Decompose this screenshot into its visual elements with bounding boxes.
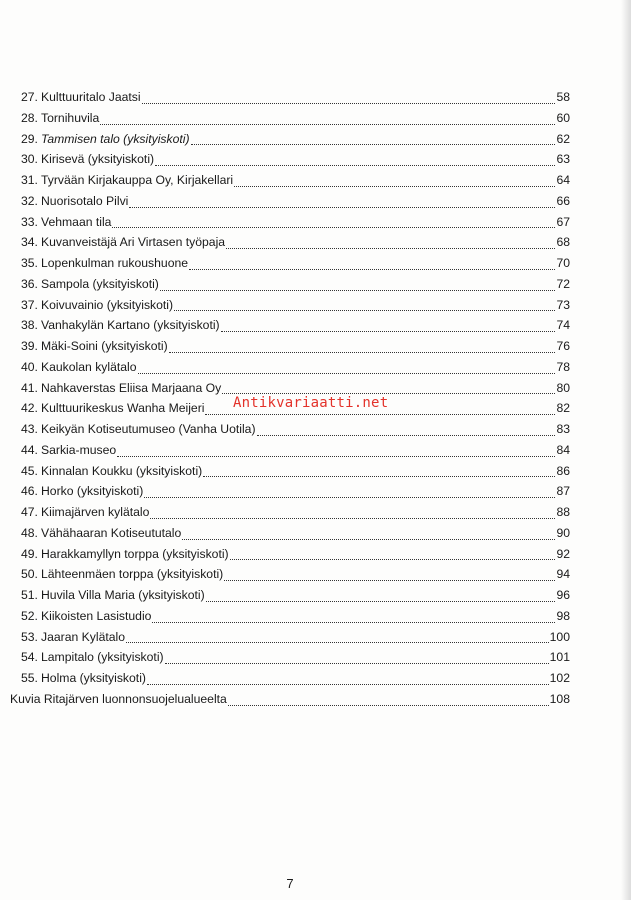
dot-leader — [203, 476, 555, 477]
toc-entry-page: 100 — [549, 629, 570, 644]
toc-entry-title: Kulttuurikeskus Wanha Meijeri — [41, 401, 205, 416]
dot-leader — [112, 227, 555, 228]
dot-leader — [144, 497, 555, 498]
toc-entry — [10, 87, 570, 108]
toc-entry-page: 73 — [556, 297, 570, 312]
toc-entry-title: Kirisevä (yksityiskoti) — [41, 152, 155, 167]
toc-entry-page: 92 — [556, 546, 570, 561]
toc-entry-title: Mäki-Soini (yksityiskoti) — [41, 339, 168, 353]
dot-leader — [234, 186, 555, 187]
toc-entry-page: 74 — [556, 318, 570, 333]
toc-entry-page: 96 — [556, 588, 570, 602]
toc-entry-number: 47. — [21, 505, 38, 519]
dot-leader — [165, 663, 549, 664]
toc-entry-number: 49. — [21, 546, 38, 561]
toc-entry-title: Kiikoisten Lasistudio — [41, 608, 152, 623]
toc-entry — [10, 232, 570, 253]
toc-entry-page: 87 — [556, 484, 570, 499]
toc-entry-title: Vähähaaran Kotiseututalo — [41, 525, 182, 540]
toc-entry-title: Kinnalan Koukku (yksityiskoti) — [41, 463, 203, 478]
toc-entry — [10, 212, 570, 233]
toc-entry-number: 51. — [21, 588, 38, 602]
toc-entry-number: 40. — [21, 359, 38, 374]
dot-leader — [169, 352, 555, 353]
toc-entry-title: Kaukolan kylätalo — [41, 359, 137, 374]
toc-entry — [10, 149, 570, 170]
toc-entry-title: Harakkamyllyn torppa (yksityiskoti) — [41, 546, 229, 561]
toc-entry-page: 58 — [556, 90, 570, 104]
dot-leader — [152, 622, 555, 623]
page-edge-shadow — [621, 0, 631, 900]
toc-entry-title: Koivuvainio (yksityiskoti) — [41, 297, 174, 312]
toc-entry — [10, 253, 570, 274]
toc-entry-page: 82 — [556, 401, 570, 416]
toc-entry-title: Horko (yksityiskoti) — [41, 484, 144, 499]
toc-entry-page: 66 — [556, 193, 570, 208]
toc-entry-page: 70 — [556, 256, 570, 270]
toc-entry-title: Kuvia Ritajärven luonnonsuojelualueelta — [10, 691, 227, 706]
toc-entry — [10, 295, 570, 316]
dot-leader — [228, 705, 549, 706]
dot-leader — [189, 269, 555, 270]
toc-entry-page: 108 — [549, 691, 570, 706]
toc-entry — [10, 357, 570, 378]
toc-entry — [10, 585, 570, 606]
toc-entry-number: 37. — [21, 297, 38, 312]
toc-entry — [10, 668, 570, 689]
dot-leader — [191, 144, 555, 145]
toc-entry-page: 68 — [556, 235, 570, 250]
toc-entry-page: 76 — [556, 339, 570, 353]
toc-entry-title: Lopenkulman rukoushuone — [41, 256, 189, 270]
toc-entry-number: 43. — [21, 422, 38, 436]
toc-entry-page: 94 — [556, 567, 570, 582]
dot-leader — [206, 601, 555, 602]
toc-entry-number: 54. — [21, 650, 38, 665]
watermark: Antikvariaatti.net — [233, 395, 389, 411]
dot-leader — [205, 414, 555, 415]
toc-entry — [10, 627, 570, 648]
toc-entry-title: Sarkia-museo — [41, 442, 117, 457]
toc-entry-number: 41. — [21, 380, 38, 395]
toc-entry — [10, 129, 570, 150]
dot-leader — [147, 684, 549, 685]
toc-entry-title: Kuvanveistäjä Ari Virtasen työpaja — [41, 235, 226, 250]
toc-entry-title: Jaaran Kylätalo — [41, 629, 126, 644]
toc-entry-title: Kulttuuritalo Jaatsi — [41, 90, 141, 104]
toc-entry-number: 42. — [21, 401, 38, 416]
toc-entry-number: 32. — [21, 193, 38, 208]
toc-entry-title: Nahkaverstas Eliisa Marjaana Oy — [41, 380, 222, 395]
toc-entry-number: 48. — [21, 525, 38, 540]
toc-entry-title: Holma (yksityiskoti) — [41, 671, 146, 685]
toc-entry-number: 29. — [21, 131, 38, 146]
dot-leader — [138, 373, 555, 374]
dot-leader — [150, 518, 555, 519]
toc-entry — [10, 606, 570, 627]
toc-entry — [10, 502, 570, 523]
dot-leader — [174, 310, 555, 311]
dot-leader — [117, 456, 555, 457]
toc-entry-number: 50. — [21, 567, 38, 582]
dot-leader — [230, 559, 555, 560]
toc-entry-page: 83 — [556, 422, 570, 436]
toc-entry-page: 88 — [556, 505, 570, 519]
dot-leader — [221, 331, 555, 332]
toc-entry-number: 28. — [21, 110, 38, 125]
toc-entry — [10, 461, 570, 482]
toc-entry-page: 72 — [556, 276, 570, 291]
dot-leader — [155, 165, 555, 166]
toc-entry-page: 84 — [556, 442, 570, 457]
toc-entry-page: 101 — [549, 650, 570, 665]
toc-entry-title: Keikyän Kotiseutumuseo (Vanha Uotila) — [41, 422, 256, 436]
toc-entry-page: 67 — [556, 214, 570, 229]
toc-entry-number: 33. — [21, 214, 38, 229]
dot-leader — [129, 207, 555, 208]
toc-entry — [10, 191, 570, 212]
dot-leader — [160, 290, 555, 291]
toc-entry-title: Tammisen talo (yksityiskoti) — [41, 131, 190, 146]
toc-entry-title: Nuorisotalo Pilvi — [41, 193, 129, 208]
toc-entry — [10, 108, 570, 129]
toc-entry-number: 30. — [21, 152, 38, 167]
toc-entry-page: 63 — [556, 152, 570, 167]
toc-entry-title: Huvila Villa Maria (yksityiskoti) — [41, 588, 205, 602]
toc-entry-page: 60 — [556, 110, 570, 125]
toc-entry-number: 46. — [21, 484, 38, 499]
dot-leader — [182, 539, 555, 540]
dot-leader — [100, 124, 555, 125]
toc-entry — [10, 315, 570, 336]
toc-entry-number: 39. — [21, 339, 38, 353]
toc-entry-number: 45. — [21, 463, 38, 478]
toc-entry-title: Kiimajärven kylätalo — [41, 505, 150, 519]
toc-entry-number: 52. — [21, 608, 38, 623]
toc-entry — [10, 274, 570, 295]
toc-entry-title: Lampitalo (yksityiskoti) — [41, 650, 164, 665]
toc-entry-number: 31. — [21, 173, 38, 187]
toc-entry-number: 53. — [21, 629, 38, 644]
dot-leader — [226, 248, 555, 249]
toc-entry-page: 90 — [556, 525, 570, 540]
toc-entry-page: 64 — [556, 173, 570, 187]
toc-entry — [10, 481, 570, 502]
toc-entry-number: 27. — [21, 90, 38, 104]
dot-leader — [126, 642, 549, 643]
toc-entry-title: Vanhakylän Kartano (yksityiskoti) — [41, 318, 220, 333]
toc-entry-number: 36. — [21, 276, 38, 291]
toc-entry — [10, 419, 570, 440]
toc-entry — [10, 523, 570, 544]
toc-entry-title: Lähteenmäen torppa (yksityiskoti) — [41, 567, 224, 582]
toc-entry-page: 86 — [556, 463, 570, 478]
toc-entry-page: 102 — [549, 671, 570, 685]
toc-entry — [10, 647, 570, 668]
toc-entry-title: Vehmaan tila — [41, 214, 112, 229]
toc-entry-title: Tyrvään Kirjakauppa Oy, Kirjakellari — [41, 173, 234, 187]
toc-entry-page: 78 — [556, 359, 570, 374]
toc-entry-number: 44. — [21, 442, 38, 457]
toc-entry-number: 38. — [21, 318, 38, 333]
dot-leader — [142, 103, 555, 104]
toc-entry-title: Sampola (yksityiskoti) — [41, 276, 159, 291]
toc-entry-title: Tornihuvila — [41, 110, 100, 125]
dot-leader — [224, 580, 555, 581]
toc-entry — [10, 440, 570, 461]
toc-entry-number: 55. — [21, 671, 38, 685]
page-number: 7 — [286, 876, 294, 891]
toc-entry-page: 62 — [556, 131, 570, 146]
toc-entry — [10, 544, 570, 565]
toc-entry — [10, 336, 570, 357]
toc-entry — [10, 564, 570, 585]
toc-entry-number: 35. — [21, 256, 38, 270]
toc-entry — [10, 170, 570, 191]
toc-entry-page: 98 — [556, 608, 570, 623]
toc-entry-number: 34. — [21, 235, 38, 250]
toc-entry — [10, 689, 570, 710]
toc-entry-page: 80 — [556, 380, 570, 395]
dot-leader — [257, 435, 555, 436]
